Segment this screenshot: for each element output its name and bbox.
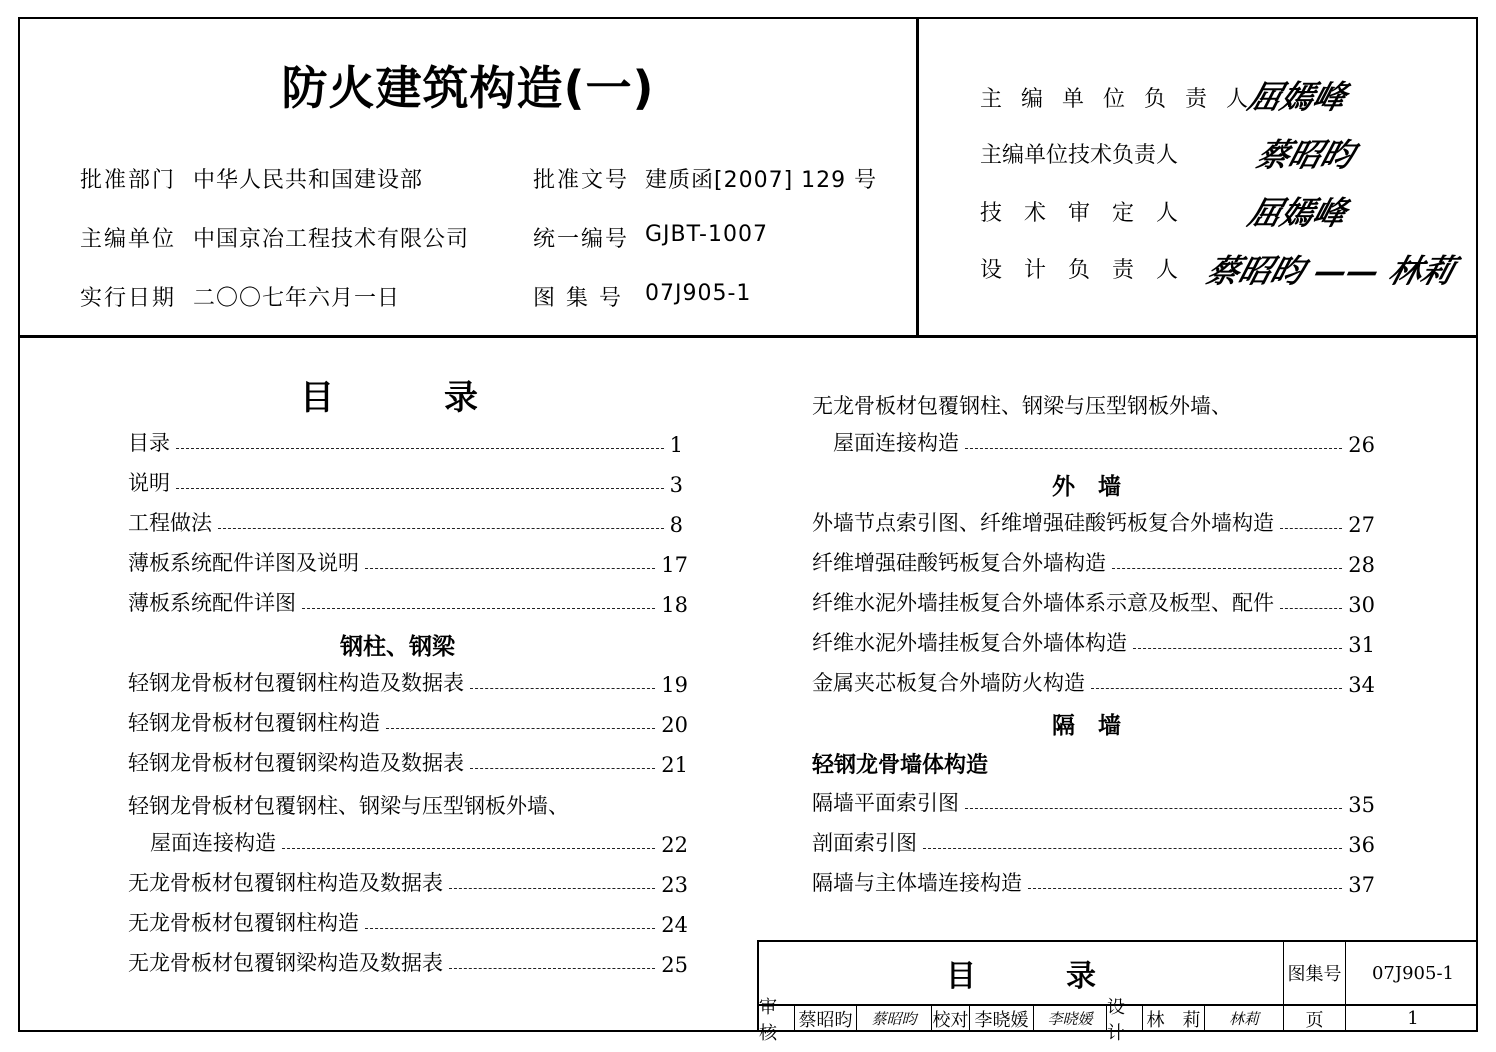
dot-leader xyxy=(449,888,655,889)
meta-label-effective-date: 实行日期 xyxy=(80,286,177,311)
title-block-designer: 林 莉 xyxy=(1143,1005,1205,1032)
meta-label-approval-dept: 批准部门 xyxy=(80,168,177,193)
toc-item-label: 工程做法 xyxy=(128,511,212,535)
toc-item-page: 24 xyxy=(661,913,688,937)
meta-value-unified-no: GJBT-1007 xyxy=(645,222,768,247)
title-block xyxy=(757,940,1478,1044)
meta-value-chief-unit: 中国京冶工程技术有限公司 xyxy=(193,227,470,252)
header-vertical-divider xyxy=(916,17,919,337)
toc-item-page: 19 xyxy=(661,673,688,697)
toc-item[interactable] xyxy=(812,547,1375,577)
meta-value-approval-dept: 中华人民共和国建设部 xyxy=(193,168,424,193)
subsection-heading-light-steel: 轻钢龙骨墙体构造 xyxy=(812,753,989,778)
toc-item-label: 轻钢龙骨板材包覆钢梁构造及数据表 xyxy=(128,751,464,775)
title-block-atlas-number: 07J905-1 xyxy=(1371,962,1454,984)
toc-item[interactable] xyxy=(128,467,683,497)
toc-item[interactable] xyxy=(128,907,688,937)
toc-item-page: 20 xyxy=(661,713,688,737)
meta-label-approval-no: 批准文号 xyxy=(533,168,630,193)
title-block-reviewer-signature: 蔡昭昀 xyxy=(857,1005,932,1032)
title-block-design-label: 设计 xyxy=(1107,1005,1143,1032)
toc-item-page: 26 xyxy=(1348,433,1375,457)
dot-leader xyxy=(365,928,655,929)
signature-chief-unit-head: 屈嫣峰 xyxy=(1244,78,1351,116)
toc-item[interactable] xyxy=(128,507,683,537)
toc-item[interactable] xyxy=(833,427,1375,457)
title-block-atlas-label: 图集号 xyxy=(1284,942,1346,1004)
dot-leader xyxy=(218,528,664,529)
toc-item[interactable] xyxy=(128,547,688,577)
toc-item[interactable] xyxy=(128,707,688,737)
toc-item[interactable] xyxy=(812,587,1375,617)
meta-value-atlas-no: 07J905-1 xyxy=(645,281,752,306)
dot-leader xyxy=(1028,888,1342,889)
title-block-drawing-title: 目 录 xyxy=(759,942,1284,1004)
toc-item-page: 37 xyxy=(1348,873,1375,897)
toc-item-label: 纤维水泥外墙挂板复合外墙体构造 xyxy=(812,631,1127,655)
toc-item[interactable] xyxy=(812,667,1375,697)
toc-heading: 目录 xyxy=(300,378,588,418)
atlas-title: 防火建筑构造(一) xyxy=(281,61,655,115)
header-divider xyxy=(18,335,1478,338)
dot-leader xyxy=(1133,648,1342,649)
toc-item-page: 23 xyxy=(661,873,688,897)
dot-leader xyxy=(1280,528,1342,529)
dot-leader xyxy=(470,688,655,689)
dot-leader xyxy=(965,448,1342,449)
section-heading-exterior-wall: 外 墙 xyxy=(1052,474,1121,500)
title-block-page-label: 页 xyxy=(1284,1005,1346,1032)
toc-item-page: 36 xyxy=(1348,833,1375,857)
toc-item[interactable] xyxy=(128,427,683,457)
toc-item-label: 无龙骨板材包覆钢梁构造及数据表 xyxy=(128,951,443,975)
toc-item[interactable] xyxy=(128,667,688,697)
toc-item-page: 25 xyxy=(661,953,688,977)
toc-item-page: 34 xyxy=(1348,673,1375,697)
sign-role-tech-reviewer: 技 术 审 定 人 xyxy=(980,201,1179,226)
toc-item-label: 轻钢龙骨板材包覆钢柱构造及数据表 xyxy=(128,671,464,695)
toc-item-label: 无龙骨板材包覆钢柱构造及数据表 xyxy=(128,871,443,895)
toc-item-label: 纤维水泥外墙挂板复合外墙体系示意及板型、配件 xyxy=(812,591,1274,615)
title-block-review-label: 审核 xyxy=(759,1005,795,1032)
toc-item-page: 3 xyxy=(669,473,683,497)
title-block-check-label: 校对 xyxy=(932,1005,970,1032)
toc-item-page: 30 xyxy=(1348,593,1375,617)
sign-role-design-head: 设 计 负 责 人 xyxy=(980,258,1179,283)
toc-item-label: 轻钢龙骨板材包覆钢柱构造 xyxy=(128,711,380,735)
toc-item-page: 8 xyxy=(669,513,683,537)
toc-item-page: 21 xyxy=(661,753,688,777)
signature-tech-head: 蔡昭昀 xyxy=(1252,136,1359,174)
toc-item-label: 目录 xyxy=(128,431,170,455)
title-block-checker-signature: 李晓媛 xyxy=(1034,1005,1107,1032)
dot-leader xyxy=(302,608,655,609)
dot-leader xyxy=(365,568,655,569)
toc-item-label: 外墙节点索引图、纤维增强硅酸钙板复合外墙构造 xyxy=(812,511,1274,535)
toc-item[interactable] xyxy=(150,827,688,857)
dot-leader xyxy=(1112,568,1342,569)
meta-value-effective-date: 二〇〇七年六月一日 xyxy=(193,286,401,311)
toc-item[interactable] xyxy=(812,827,1375,857)
meta-label-unified-no: 统一编号 xyxy=(533,227,630,252)
toc-item[interactable] xyxy=(128,747,688,777)
toc-item[interactable] xyxy=(812,787,1375,817)
toc-item-label: 无龙骨板材包覆钢柱构造 xyxy=(128,911,359,935)
toc-item-continued: 无龙骨板材包覆钢柱、钢梁与压型钢板外墙、 xyxy=(812,394,1232,418)
title-block-designer-signature: 林莉 xyxy=(1205,1005,1284,1032)
toc-item[interactable] xyxy=(128,947,688,977)
toc-item[interactable] xyxy=(812,867,1375,897)
toc-item-page: 1 xyxy=(669,433,683,457)
title-block-reviewer: 蔡昭昀 xyxy=(795,1005,857,1032)
toc-item-label: 屋面连接构造 xyxy=(833,431,959,455)
toc-item-page: 17 xyxy=(661,553,688,577)
toc-item-label: 金属夹芯板复合外墙防火构造 xyxy=(812,671,1085,695)
sign-role-tech-head: 主编单位技术负责人 xyxy=(980,143,1179,168)
toc-item-label: 隔墙与主体墙连接构造 xyxy=(812,871,1022,895)
sign-role-chief-unit-head: 主 编 单 位 负 责 人 xyxy=(980,87,1254,112)
title-block-page-number: 1 xyxy=(1407,1008,1419,1029)
dot-leader xyxy=(449,968,655,969)
meta-label-chief-unit: 主编单位 xyxy=(80,227,177,252)
toc-item-page: 27 xyxy=(1348,513,1375,537)
toc-item-label: 纤维增强硅酸钙板复合外墙构造 xyxy=(812,551,1106,575)
toc-item-label: 说明 xyxy=(128,471,170,495)
toc-item[interactable] xyxy=(128,867,688,897)
dot-leader xyxy=(1280,608,1342,609)
toc-item-page: 22 xyxy=(661,833,688,857)
dot-leader xyxy=(176,448,664,449)
dot-leader xyxy=(176,488,664,489)
dot-leader xyxy=(923,848,1342,849)
signature-design-head: 蔡昭昀 —— 林莉 xyxy=(1202,252,1459,290)
signature-tech-reviewer: 屈嫣峰 xyxy=(1244,194,1351,232)
toc-item-label: 薄板系统配件详图及说明 xyxy=(128,551,359,575)
title-block-checker: 李晓媛 xyxy=(970,1005,1034,1032)
dot-leader xyxy=(282,848,655,849)
toc-item-page: 31 xyxy=(1348,633,1375,657)
toc-item-label: 薄板系统配件详图 xyxy=(128,591,296,615)
meta-label-atlas-no: 图 集 号 xyxy=(533,286,623,311)
dot-leader xyxy=(470,768,655,769)
toc-item-label: 隔墙平面索引图 xyxy=(812,791,959,815)
section-heading-steel: 钢柱、钢梁 xyxy=(340,634,455,660)
toc-item[interactable] xyxy=(812,627,1375,657)
section-heading-partition-wall: 隔 墙 xyxy=(1052,713,1121,739)
dot-leader xyxy=(1091,688,1342,689)
toc-item-page: 18 xyxy=(661,593,688,617)
toc-item-page: 28 xyxy=(1348,553,1375,577)
dot-leader xyxy=(965,808,1342,809)
meta-value-approval-no: 建质函[2007] 129 号 xyxy=(645,168,878,193)
toc-item-continued: 轻钢龙骨板材包覆钢柱、钢梁与压型钢板外墙、 xyxy=(128,794,569,818)
toc-item-page: 35 xyxy=(1348,793,1375,817)
toc-item[interactable] xyxy=(812,507,1375,537)
toc-item[interactable] xyxy=(128,587,688,617)
toc-item-label: 剖面索引图 xyxy=(812,831,917,855)
dot-leader xyxy=(386,728,655,729)
toc-item-label: 屋面连接构造 xyxy=(150,831,276,855)
